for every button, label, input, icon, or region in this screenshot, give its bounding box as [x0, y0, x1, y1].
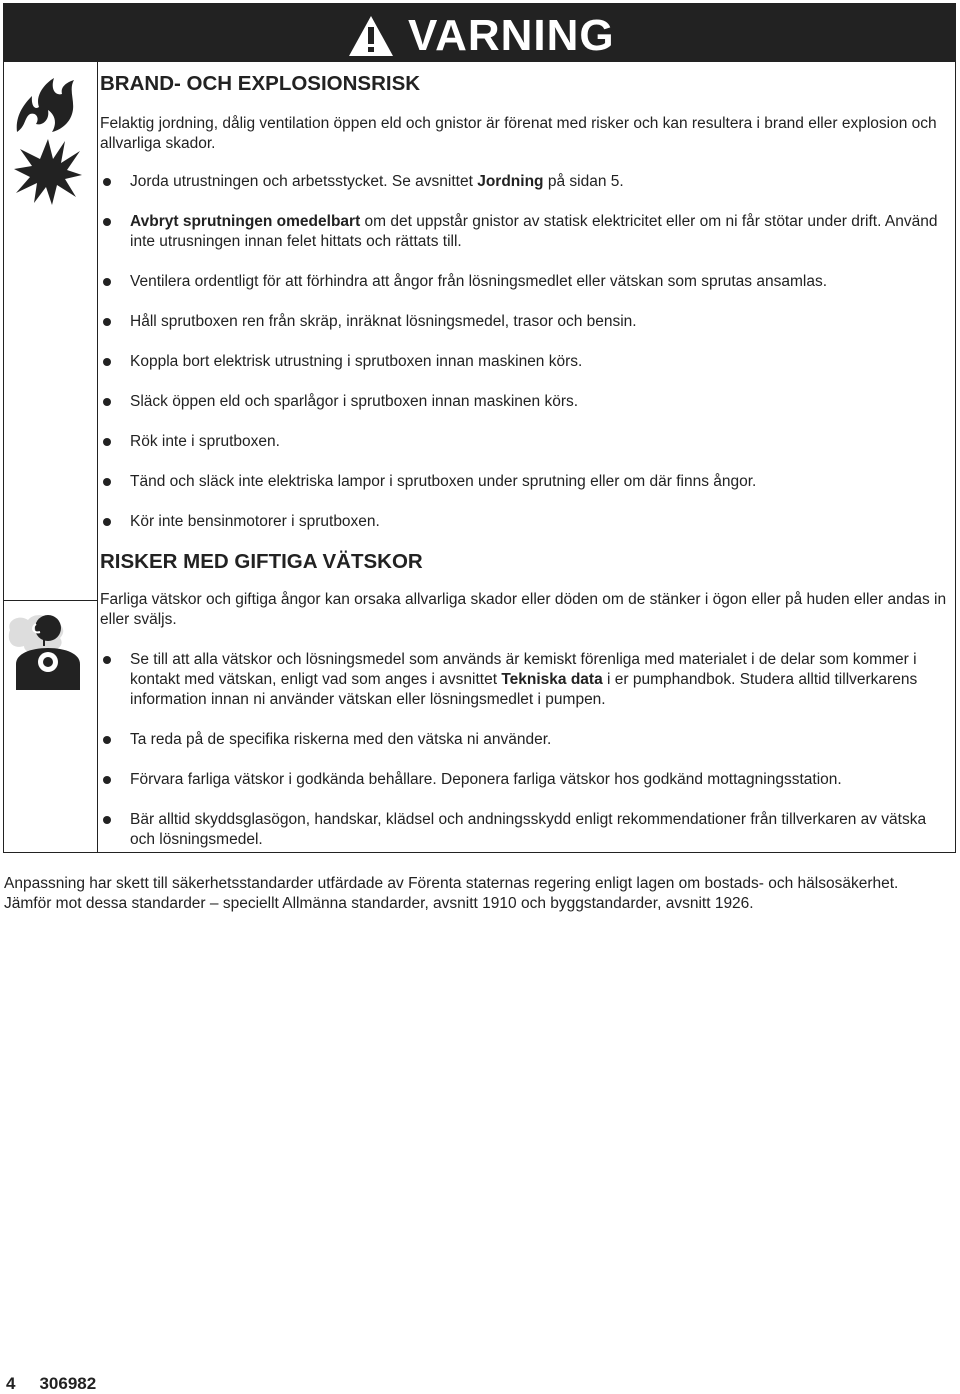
bullet-text: på sidan 5. — [543, 173, 624, 190]
list-item: Ventilera ordentligt för att förhindra att ångor från lösningsmedlet eller vätskan som sprutas ansamlas. — [100, 272, 950, 292]
warning-title: VARNING — [408, 11, 615, 60]
bullet-text: Se till att alla vätskor och lösningsmedel som används är kemiskt förenliga med materialet i de delar som kommer i kontakt med vätskan, enligt vad som anges i avsnittet — [130, 651, 917, 688]
list-item: Släck öppen eld och sparlågor i sprutboxen innan maskinen körs. — [100, 392, 950, 412]
document-number: 306982 — [39, 1374, 97, 1393]
warning-triangle-icon — [347, 14, 395, 58]
list-item: Koppla bort elektrisk utrustning i sprutboxen innan maskinen körs. — [100, 352, 950, 372]
list-item: Tänd och släck inte elektriska lampor i sprutboxen under sprutning eller om där finns ångor. — [100, 472, 950, 492]
explosion-icon — [12, 137, 84, 207]
bullet-bold: Jordning — [477, 173, 544, 190]
list-item — [100, 212, 950, 252]
toxic-section-title: RISKER MED GIFTIGA VÄTSKOR — [100, 550, 423, 573]
fire-section-title: BRAND- OCH EXPLOSIONSRISK — [100, 72, 421, 95]
list-item: Förvara farliga vätskor i godkända behållare. Deponera farliga vätskor hos godkänd mottagningsstation. — [100, 770, 950, 790]
page-footer — [6, 1374, 120, 1394]
list-item: Rök inte i sprutboxen. — [100, 432, 950, 452]
warning-header — [4, 4, 955, 62]
list-item — [100, 650, 950, 710]
bullet-text: Jorda utrustningen och arbetsstycket. Se avsnittet — [130, 173, 478, 190]
icon-column-divider — [4, 600, 97, 601]
list-item: Kör inte bensinmotorer i sprutboxen. — [100, 512, 950, 532]
fire-section — [100, 72, 950, 532]
list-item: Håll sprutboxen ren från skräp, inräknat lösningsmedel, trasor och bensin. — [100, 312, 950, 332]
toxic-fumes-icon — [6, 610, 94, 690]
toxic-section — [100, 550, 950, 850]
toxic-bullet-list — [100, 650, 950, 850]
list-item: Bär alltid skyddsglasögon, handskar, klädsel och andningsskydd enligt rekommendationer från tillverkaren av vätska och lösningsmedel. — [100, 810, 950, 850]
list-item — [100, 172, 950, 192]
fire-intro: Felaktig jordning, dålig ventilation öppen eld och gnistor är förenat med risker och kan resultera i brand eller explosion och allvarliga skador. — [100, 115, 937, 152]
fire-icon — [14, 74, 78, 134]
page-number: 4 — [6, 1374, 16, 1393]
icon-column — [4, 62, 98, 852]
bullet-text: om det uppstår gnistor av statisk elektricitet eller om ni får stötar under drift. Använd inte utrusningen innan felet hittats och rättats till. — [130, 213, 938, 250]
bullet-text: i er pumphandbok. Studera alltid tillverkarens information innan ni använder vätskan eller lösningsmedlet i pumpen. — [130, 671, 918, 708]
bullet-bold: Tekniska data — [501, 671, 603, 688]
footnote: Anpassning har skett till säkerhetsstandarder utfärdade av Förenta staternas regering enligt lagen om bostads- och hälsosäkerhet. Jämför mot dessa standarder – speciellt Allmänna standarder, avsnitt 1910 och byggstandarder, avsnitt 1926. — [4, 875, 899, 912]
fire-bullet-list — [100, 172, 950, 532]
bullet-bold: Avbryt sprutningen omedelbart — [130, 213, 361, 230]
list-item: Ta reda på de specifika riskerna med den vätska ni använder. — [100, 730, 950, 750]
toxic-intro: Farliga vätskor och giftiga ångor kan orsaka allvarliga skador eller döden om de stänker i ögon eller på huden eller andas in eller sväljs. — [100, 591, 947, 628]
